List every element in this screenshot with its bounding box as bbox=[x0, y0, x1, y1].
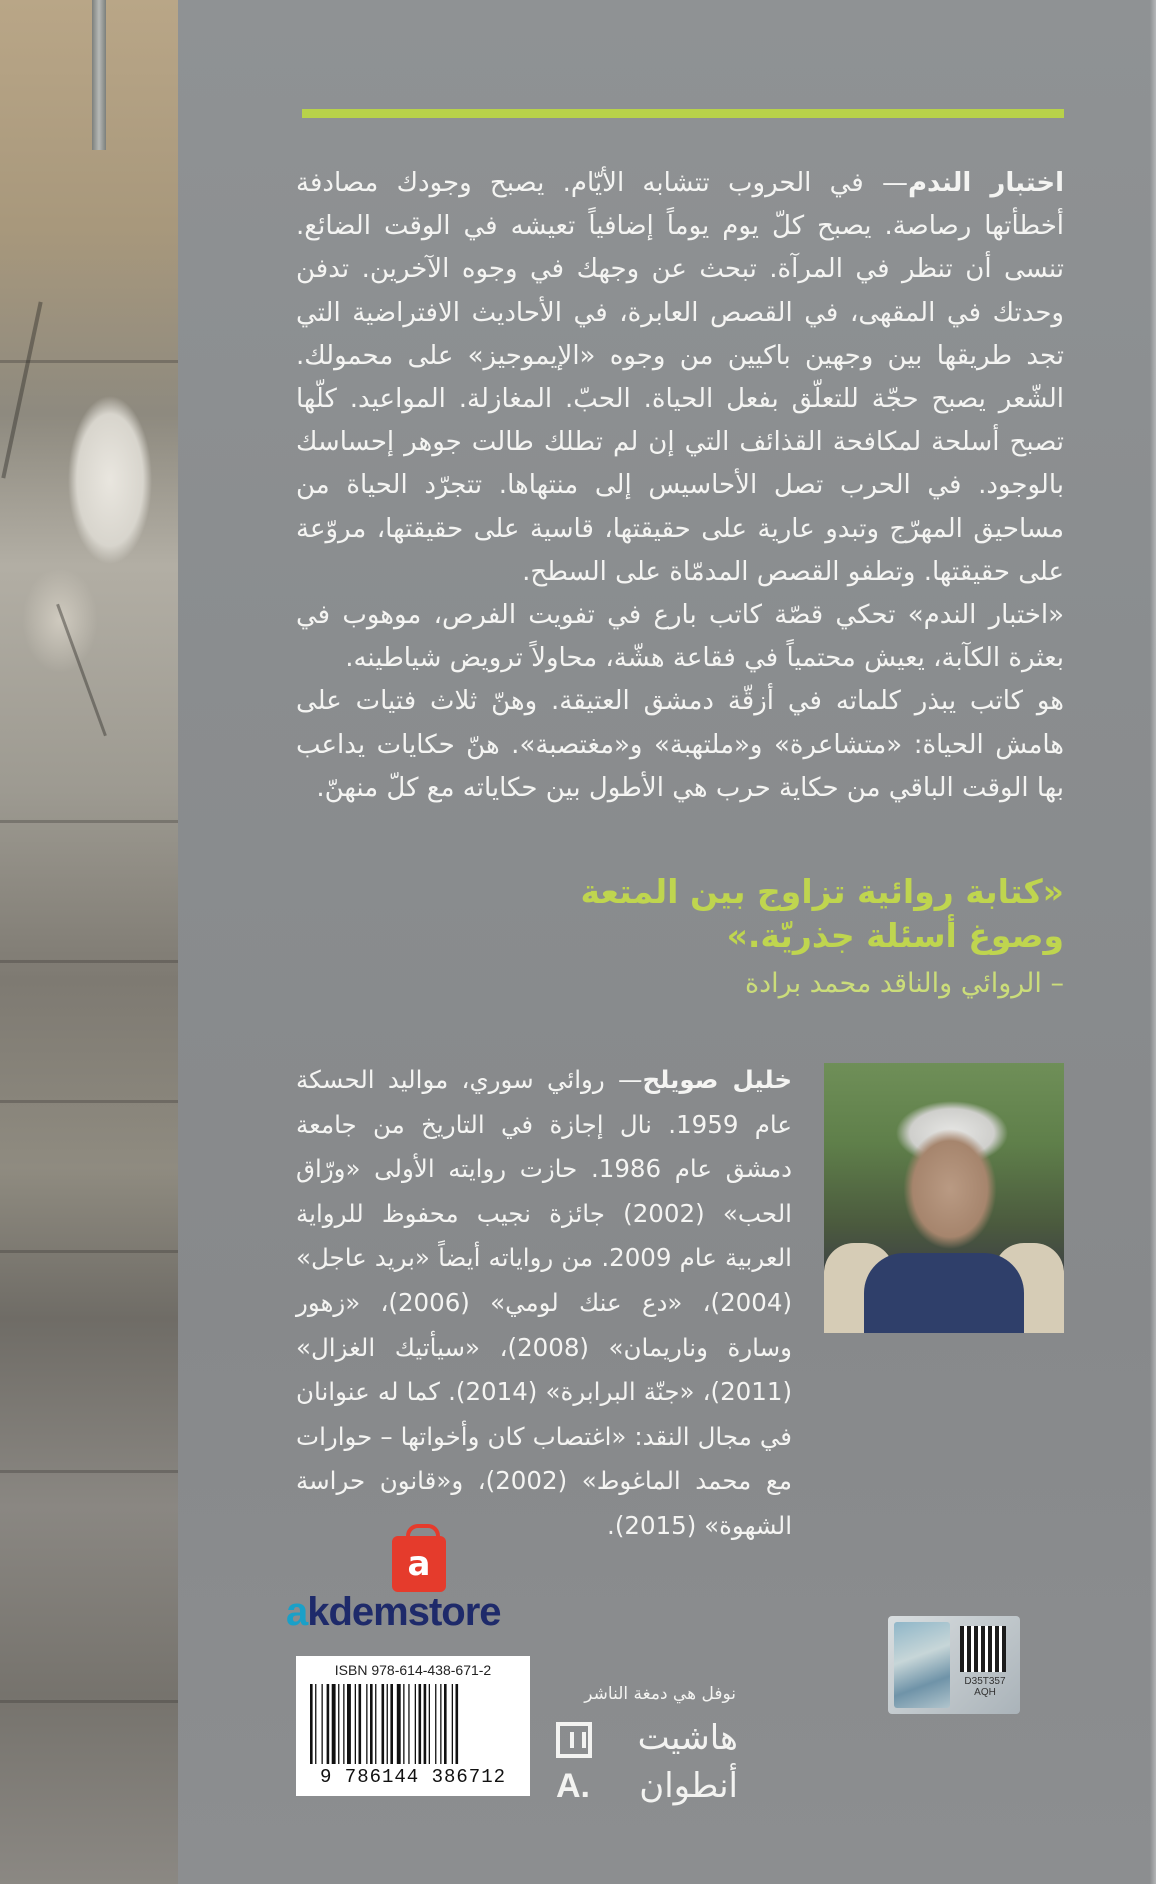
barcode-bar bbox=[390, 1684, 393, 1764]
brick-line bbox=[0, 1700, 178, 1703]
barcode-bar bbox=[375, 1684, 376, 1764]
isbn-barcode bbox=[296, 1656, 530, 1796]
pipe-graphic bbox=[92, 0, 106, 150]
barcode-bar bbox=[370, 1684, 373, 1764]
accent-line bbox=[302, 109, 1064, 118]
barcode-bar bbox=[327, 1684, 330, 1764]
synopsis-text: في الحروب تتشابه الأيّام. يصبح وجودك مصادفة أخطأتها رصاصة. يصبح كلّ يوم يوماً إضافياً تعيشه في الوقت الضائع. تنسى أن تنظر في المرآة. تبحث عن وجهك في وجوه الآخرين. تدفن وحدتك في المقهى، في القصص العابرة، في الأحاديث الافتراضية التي تجد طريقها بين وجهين باكيين من وجوه «الإيموجيز» على محمولك. الشّعر يصبح حجّة للتعلّق بفعل الحياة. الحبّ. المغازلة. المواعيد. كلّها تصبح أسلحة لمكافحة القذائف التي إن لم تطلك طالت جوهر إحساسك بالوجود. في الحرب تصل الأحاسيس إلى منتهاها. تتجرّد الحياة من مساحيق المهرّج وتبدو عارية على حقيقتها، قاسية على حقيقتها، مروّعة على حقيقتها. وتطفو القصص المدمّاة على السطح. bbox=[296, 168, 1064, 587]
barcode-bar bbox=[397, 1684, 401, 1764]
imprint-note: نوفل هي دمغة الناشر bbox=[584, 1684, 736, 1704]
store-bag-letter: a bbox=[407, 1544, 431, 1584]
barcode-bar bbox=[382, 1684, 385, 1764]
barcode-bar bbox=[322, 1684, 323, 1764]
bag-handle bbox=[406, 1524, 440, 1542]
barcode-bar bbox=[415, 1684, 416, 1764]
barcode-bar bbox=[456, 1684, 459, 1764]
store-bag-icon bbox=[392, 1536, 446, 1592]
synopsis-paragraph-1 bbox=[296, 162, 1064, 594]
security-sticker bbox=[888, 1616, 1020, 1714]
qr-code-icon bbox=[960, 1626, 1006, 1672]
wall-crack bbox=[1, 302, 42, 479]
barcode-bar bbox=[419, 1684, 422, 1764]
author-photo bbox=[824, 1063, 1064, 1333]
synopsis-title: اختبار الندم bbox=[907, 168, 1064, 198]
sticker-code: D35T357 AQH bbox=[964, 1676, 1006, 1698]
publisher-h-icon bbox=[556, 1722, 592, 1758]
synopsis-dash: — bbox=[863, 168, 908, 198]
barcode-bar bbox=[408, 1684, 409, 1764]
barcode-bar bbox=[435, 1684, 436, 1764]
publisher-name-2: أنطوان bbox=[639, 1766, 738, 1806]
author-dash: — bbox=[604, 1065, 643, 1094]
barcode-bar bbox=[338, 1684, 339, 1764]
barcode-bar bbox=[359, 1684, 362, 1764]
wall-crack bbox=[56, 604, 107, 737]
store-logo bbox=[286, 1588, 566, 1636]
barcode-bar bbox=[424, 1684, 427, 1764]
photo-shirt bbox=[864, 1253, 1024, 1333]
synopsis-paragraph-3: هو كاتب يبذر كلماته في أزقّة دمشق العتيقة. وهنّ ثلاث فتيات على هامش الحياة: «متشاعرة» و«ملتهبة» و«مغتصبة». هنّ حكايات يداعب بها الوقت الباقي من حكاية حرب هي الأطول بين حكاياته مع كلّ منهنّ. bbox=[296, 686, 1064, 803]
barcode-bar bbox=[444, 1684, 447, 1764]
synopsis-paragraph-2: «اختبار الندم» تحكي قصّة كاتب بارع في تفويت الفرص، موهوب في بعثرة الكآبة، يعيش محتمياً في فقاعة هشّة، محاولاً ترويض شياطينه. bbox=[296, 600, 1064, 674]
barcode-bar bbox=[343, 1684, 344, 1764]
brick-line bbox=[0, 820, 178, 823]
hologram bbox=[894, 1622, 950, 1708]
barcode-bar bbox=[452, 1684, 453, 1764]
barcode-bar bbox=[355, 1684, 356, 1764]
barcode-bar bbox=[429, 1684, 430, 1764]
brick-line bbox=[0, 1100, 178, 1103]
review-credit: – الروائي والناقد محمد برادة bbox=[745, 968, 1064, 999]
brick-line bbox=[0, 1250, 178, 1253]
panel-edge bbox=[1150, 0, 1156, 1884]
barcode-digits: 9 786144 386712 bbox=[319, 1766, 507, 1788]
barcode-bar bbox=[310, 1684, 313, 1764]
brick-line bbox=[0, 1470, 178, 1473]
author-bio-text: روائي سوري، مواليد الحسكة عام 1959. نال إجازة في التاريخ من جامعة دمشق عام 1986. حازت روايته الأولى «ورّاق الحب» (2002) جائزة نجيب محفوظ للرواية العربية عام 2009. من رواياته أيضاً «بريد عاجل» (2004)، «دع عنك لومي» (2006)، «زهور وسارة وناريمان» (2008)، «سيأتيك الغزال» (2011)، «جنّة البرابرة» (2014). كما له عنوانان في مجال النقد: «اغتصاب كان وأخواتها – حوارات مع محمد الماغوط» (2002)، و«قانون حراسة الشهوة» (2015). bbox=[296, 1065, 793, 1540]
author-name: خليل صويلح bbox=[642, 1065, 792, 1094]
review-quote: «كتابة روائية تزاوج بين المتعة وصوغ أسئلة جذريّة.» bbox=[580, 872, 1064, 955]
store-logo-text: kdemstore bbox=[307, 1590, 501, 1634]
isbn-label: ISBN 978-614-438-671-2 bbox=[334, 1662, 492, 1678]
barcode-bars bbox=[310, 1684, 516, 1764]
store-logo-a: a bbox=[286, 1590, 308, 1634]
barcode-bar bbox=[347, 1684, 351, 1764]
barcode-bar bbox=[403, 1684, 404, 1764]
publisher-letter: A. bbox=[556, 1767, 590, 1805]
author-bio bbox=[296, 1058, 792, 1549]
barcode-bar bbox=[366, 1684, 367, 1764]
synopsis bbox=[296, 162, 1064, 810]
brick-line bbox=[0, 960, 178, 963]
barcode-bar bbox=[387, 1684, 388, 1764]
publisher-name-1: هاشيت bbox=[637, 1718, 738, 1758]
barcode-bar bbox=[332, 1684, 336, 1764]
barcode-bar bbox=[315, 1684, 316, 1764]
wall-photo-strip bbox=[0, 0, 178, 1884]
barcode-bar bbox=[440, 1684, 441, 1764]
